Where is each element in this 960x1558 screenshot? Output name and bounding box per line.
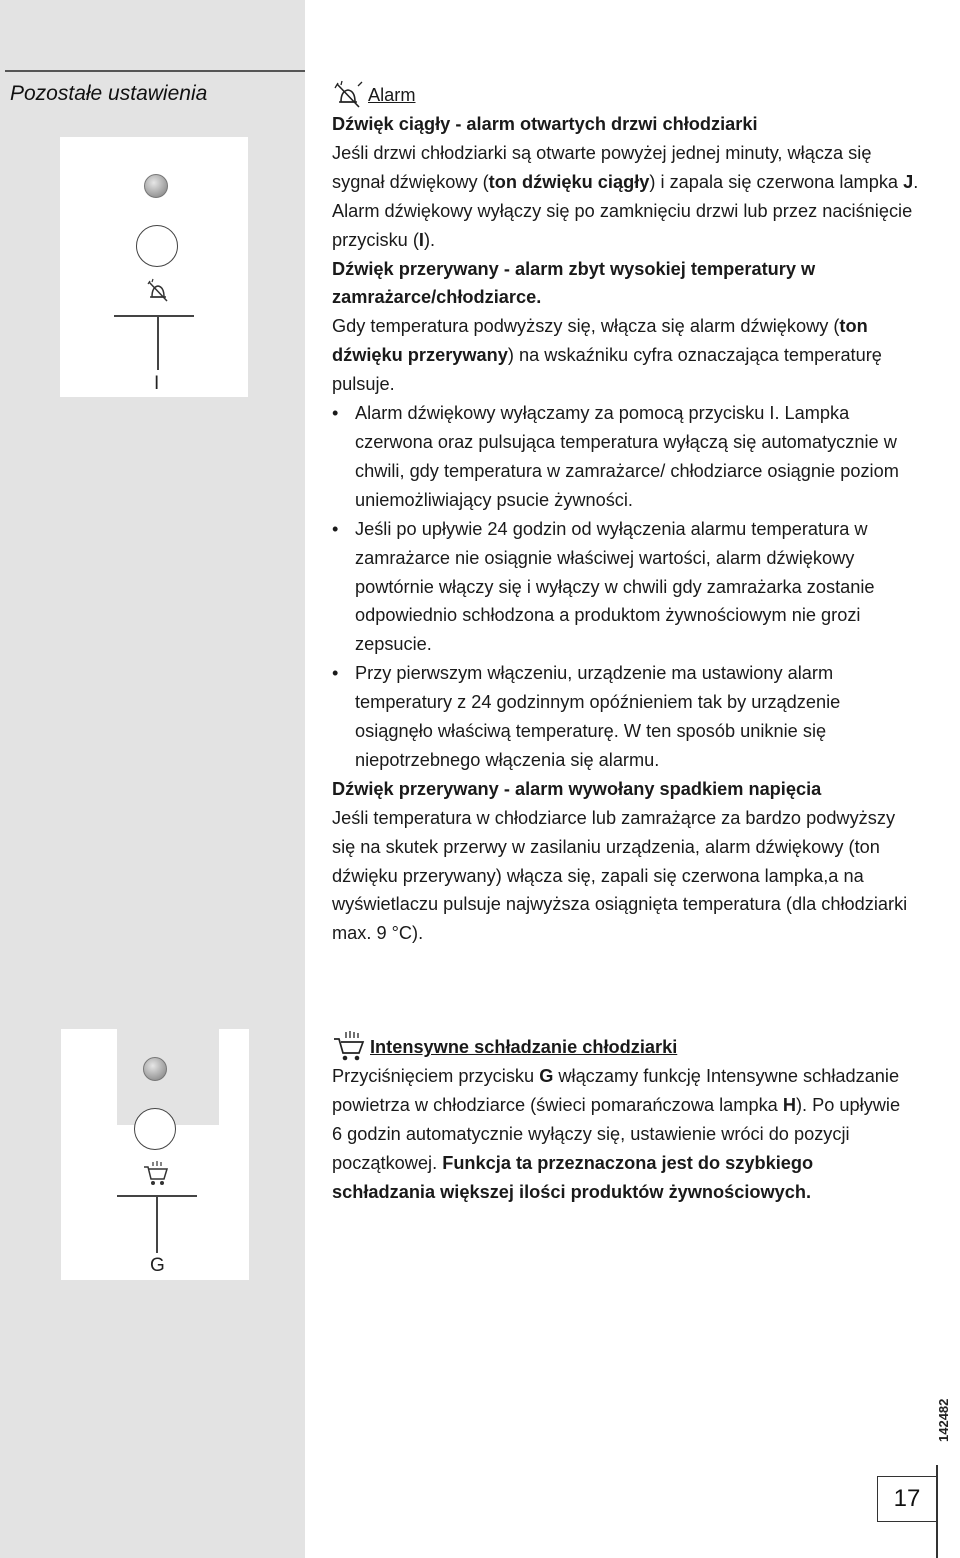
button-letter-i: I — [154, 373, 160, 394]
orange-lamp-h — [143, 1057, 167, 1081]
bell-muted-icon — [144, 277, 172, 305]
cooling-button-g — [134, 1108, 176, 1150]
cart-cooling-icon — [141, 1159, 171, 1189]
button-letter-g: G — [150, 1255, 165, 1276]
alarm-p1: Jeśli drzwi chłodziarki są otwarte powyżej jednej minuty, włącza się sygnał dźwiękowy (ton dźwięku ciągły) i zapala się czerwona lampka J. Alarm dźwiękowy wyłączy się po zamknięciu drzwi lub przez naciśnięcie przycisku (I). — [332, 142, 919, 250]
alarm-p3-title: Dźwięk przerywany - alarm wywołany spadkiem napięcia — [332, 778, 822, 799]
document-code: 142482 — [936, 1398, 951, 1442]
section-title: Pozostałe ustawienia — [10, 82, 208, 105]
alarm-heading-text: Alarm — [368, 85, 416, 106]
cooling-heading — [332, 1030, 904, 1062]
alarm-bullet: • Przy pierwszym włączeniu, urządzenie ma ustawiony alarm temperatury z 24 godzinnym opóźnieniem tak by urządzenie osiągnęło właściwą temperaturę. W ten sposób uniknie się niepotrzebnego włączenia się alarmu. — [332, 659, 922, 775]
bell-muted-icon — [332, 80, 366, 110]
page-number: 17 — [877, 1476, 937, 1522]
cart-cooling-icon — [332, 1030, 368, 1062]
cooling-section — [332, 1030, 904, 1207]
alarm-p2: Gdy temperatura podwyższy się, włącza się alarm dźwiękowy (ton dźwięku przerywany) na wskaźniku cyfra oznaczająca temperaturę pulsuje. — [332, 316, 882, 395]
leader-line — [156, 1195, 158, 1253]
alarm-p1-title: Dźwięk ciągły - alarm otwartych drzwi chłodziarki — [332, 114, 758, 134]
alarm-panel-illustration — [60, 137, 248, 397]
alarm-section — [332, 80, 922, 948]
cooling-panel-illustration — [61, 1029, 249, 1280]
cooling-heading-text: Intensywne schładzanie chłodziarki — [370, 1037, 678, 1058]
section-rule — [5, 70, 305, 72]
red-lamp-j — [144, 174, 168, 198]
panel-divider — [114, 315, 194, 317]
alarm-p2-title: Dźwięk przerywany - alarm zbyt wysokiej temperatury w zamrażarce/chłodziarce. — [332, 258, 816, 308]
alarm-bullet: • Alarm dźwiękowy wyłączamy za pomocą przycisku I. Lampka czerwona oraz pulsująca temperatura wyłączą się automatycznie w chwili, gdy temperatura w zamrażarce/ chłodziarce osiągnie poziom uniemożliwiający psucie żywności. — [332, 399, 922, 515]
leader-line — [157, 315, 159, 370]
cooling-text: Przyciśnięciem przycisku G włączamy funkcję Intensywne schładzanie powietrza w chłodziarce (świeci pomarańczowa lampka H). Po upływie 6 godzin automatycznie wyłączy się, ustawienie wróci do pozycji początkowej. Funkcja ta przeznaczona jest do szybkiego schładzania większej ilości produktów żywnościowych. — [332, 1066, 901, 1202]
alarm-bullet: • Jeśli po upływie 24 godzin od wyłączenia alarmu temperatura w zamrażarce nie osiągnie właściwej wartości, alarm dźwiękowy powtórnie włączy się i wyłączy w chwili gdy zamrażarka zostanie odpowiednio schłodzona a produktom żywnościowym nie grozi zepsucie. — [332, 515, 922, 660]
alarm-heading — [332, 80, 922, 110]
alarm-button-i — [136, 225, 178, 267]
alarm-p3: Jeśli temperatura w chłodziarce lub zamrażąrce za bardzo podwyższy się na skutek przerwy w zasilaniu urządzenia, alarm dźwiękowy (ton dźwięku przerywany) włącza się, zapali się czerwona lampka,a na wyświetlaczu pulsuje najwyższa osiągnięta temperatura (dla chłodziarki max. 9 °C). — [332, 807, 908, 944]
